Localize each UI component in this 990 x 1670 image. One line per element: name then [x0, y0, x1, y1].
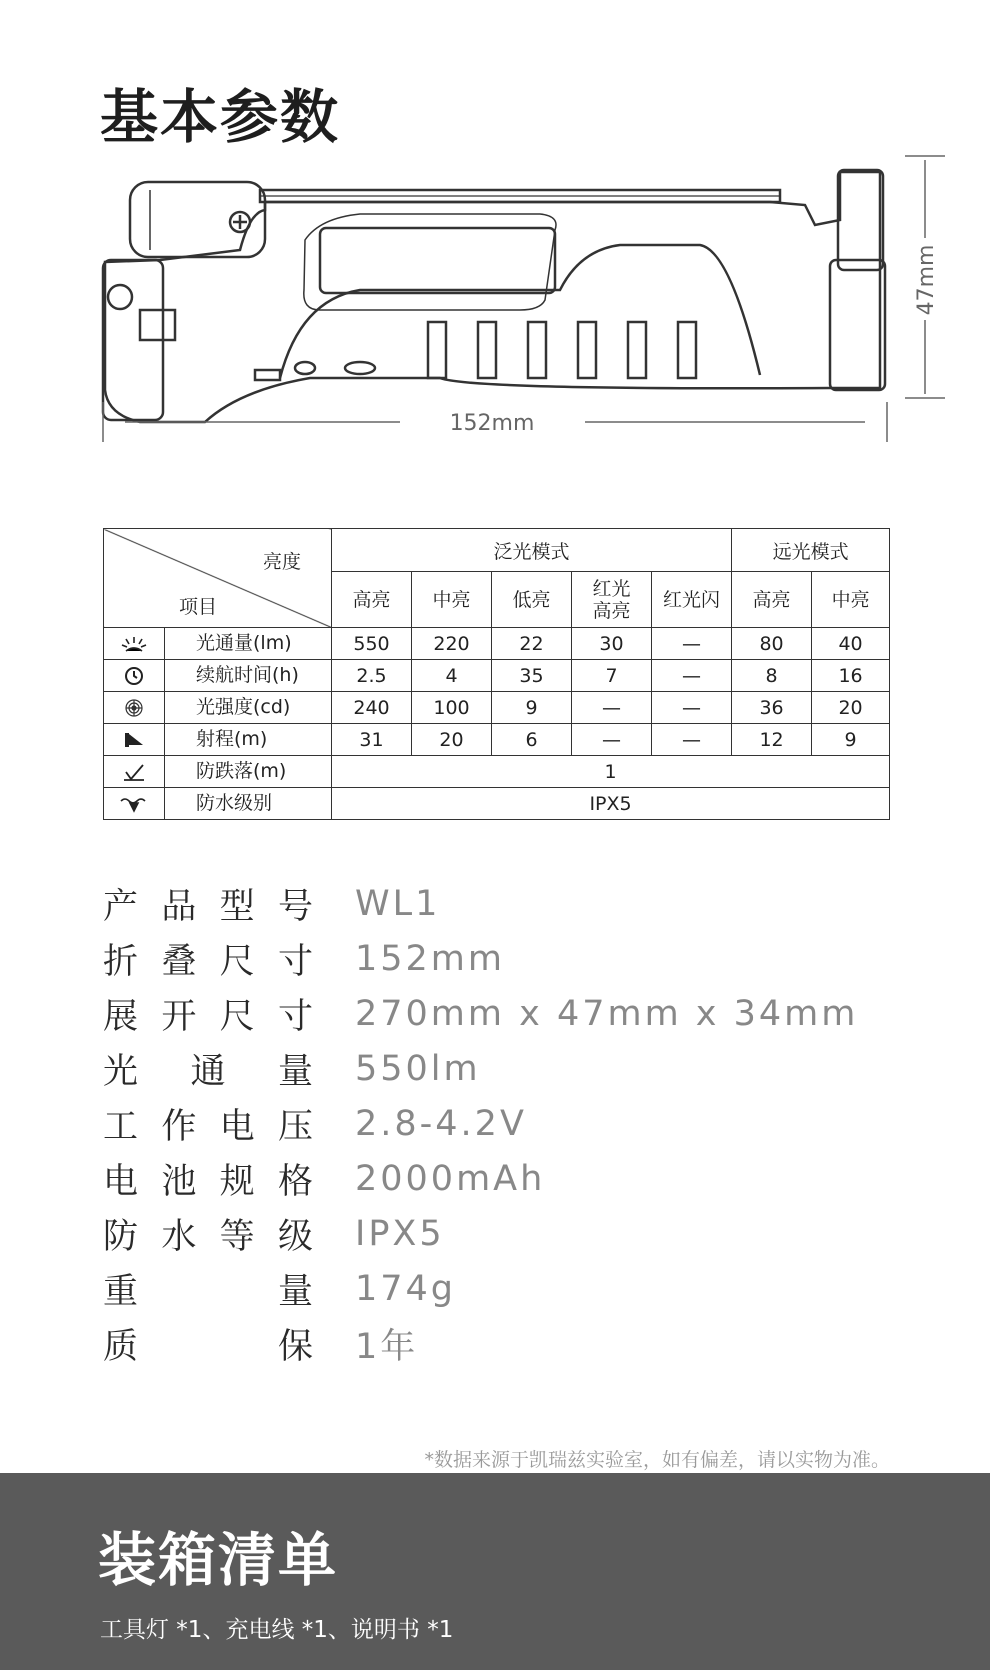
- table-cell: —: [572, 692, 652, 724]
- data-source-note: *数据来源于凯瑞兹实验室，如有偏差，请以实物为准。: [424, 1449, 890, 1471]
- param-key: 质 保: [103, 1326, 313, 1367]
- table-row: [104, 660, 890, 692]
- table-cell: 6: [492, 724, 572, 756]
- param-key: 防 水 等 级: [103, 1216, 313, 1257]
- table-cell: 12: [732, 724, 812, 756]
- table-cell: 550: [332, 628, 412, 660]
- table-cell: 35: [492, 660, 572, 692]
- param-key: 电 池 规 格: [103, 1161, 313, 1202]
- width-dimension-label: 152mm: [449, 411, 535, 436]
- col-header: 高亮: [332, 572, 412, 628]
- table-cell: IPX5: [332, 788, 890, 820]
- col-header: 低亮: [492, 572, 572, 628]
- param-value: 550lm: [355, 1048, 481, 1089]
- col-header: 红光闪: [652, 572, 732, 628]
- row-label: 光强度(cd): [196, 696, 291, 718]
- spec-table: [103, 528, 890, 820]
- table-cell: 4: [412, 660, 492, 692]
- row-label: 光通量(lm): [196, 632, 292, 654]
- table-cell: 8: [732, 660, 812, 692]
- param-row: [103, 1316, 858, 1371]
- param-row: [103, 1151, 858, 1206]
- col-header: 中亮: [812, 572, 890, 628]
- table-cell: 220: [412, 628, 492, 660]
- table-cell: —: [652, 628, 732, 660]
- table-row: [104, 628, 890, 660]
- table-cell: 2.5: [332, 660, 412, 692]
- param-value: 1年: [355, 1326, 419, 1367]
- row-label: 射程(m): [196, 728, 268, 750]
- row-label: 防水级别: [196, 792, 273, 814]
- param-value: IPX5: [355, 1213, 445, 1254]
- table-cell: —: [652, 692, 732, 724]
- param-key: 折 叠 尺 寸: [103, 941, 313, 982]
- waterproof-icon: [104, 788, 165, 819]
- param-key: 展 开 尺 寸: [103, 996, 313, 1037]
- param-value: 2.8-4.2V: [355, 1103, 527, 1144]
- param-row: [103, 1206, 858, 1261]
- packing-list-section: [0, 1473, 990, 1670]
- clock-icon: [104, 660, 165, 691]
- beam-range-icon: [104, 724, 165, 755]
- param-row: [103, 986, 858, 1041]
- param-row: [103, 931, 858, 986]
- table-row: [104, 788, 890, 820]
- param-value: 174g: [355, 1268, 457, 1309]
- table-cell: 20: [412, 724, 492, 756]
- table-cell: 16: [812, 660, 890, 692]
- row-label: 防跌落(m): [196, 760, 287, 782]
- table-cell: —: [652, 660, 732, 692]
- param-row: [103, 876, 858, 931]
- sunburst-icon: [104, 628, 165, 659]
- table-row: [104, 692, 890, 724]
- table-cell: 240: [332, 692, 412, 724]
- packing-list-items: 工具灯 *1、充电线 *1、说明书 *1: [100, 1617, 454, 1643]
- param-key: 重 量: [103, 1271, 313, 1312]
- table-cell: 20: [812, 692, 890, 724]
- table-cell: 9: [812, 724, 890, 756]
- group-spot-mode: 远光模式: [732, 529, 890, 572]
- col-header: 高亮: [732, 572, 812, 628]
- corner-brightness-label: 亮度: [262, 551, 301, 573]
- table-corner: [104, 529, 332, 628]
- param-value: WL1: [355, 883, 441, 924]
- product-line-drawing: [0, 150, 990, 500]
- page-title: 基本参数: [100, 83, 341, 151]
- param-value: 152mm: [355, 938, 505, 979]
- table-cell: 9: [492, 692, 572, 724]
- table-cell: 31: [332, 724, 412, 756]
- table-cell: 1: [332, 756, 890, 788]
- param-row: [103, 1261, 858, 1316]
- table-cell: 80: [732, 628, 812, 660]
- table-cell: —: [652, 724, 732, 756]
- table-cell: 36: [732, 692, 812, 724]
- row-label: 续航时间(h): [196, 664, 299, 686]
- table-row: [104, 756, 890, 788]
- group-flood-mode: 泛光模式: [332, 529, 732, 572]
- table-cell: 7: [572, 660, 652, 692]
- param-value: 2000mAh: [355, 1158, 546, 1199]
- table-cell: 40: [812, 628, 890, 660]
- height-dimension-label: 47mm: [914, 244, 939, 316]
- param-key: 光 通 量: [103, 1051, 313, 1092]
- table-cell: —: [572, 724, 652, 756]
- intensity-icon: [104, 692, 165, 723]
- param-key: 工 作 电 压: [103, 1106, 313, 1147]
- param-row: [103, 1096, 858, 1151]
- param-key: 产 品 型 号: [103, 886, 313, 927]
- table-cell: 30: [572, 628, 652, 660]
- table-cell: 22: [492, 628, 572, 660]
- drop-test-icon: [104, 756, 165, 787]
- table-cell: 100: [412, 692, 492, 724]
- table-row: [104, 724, 890, 756]
- corner-item-label: 项目: [179, 596, 218, 618]
- packing-list-title: 装箱清单: [98, 1526, 339, 1594]
- col-header: 中亮: [412, 572, 492, 628]
- param-row: [103, 1041, 858, 1096]
- param-value: 270mm x 47mm x 34mm: [355, 993, 859, 1034]
- parameter-list: [103, 876, 858, 1371]
- col-header: 红光 高亮: [572, 572, 652, 628]
